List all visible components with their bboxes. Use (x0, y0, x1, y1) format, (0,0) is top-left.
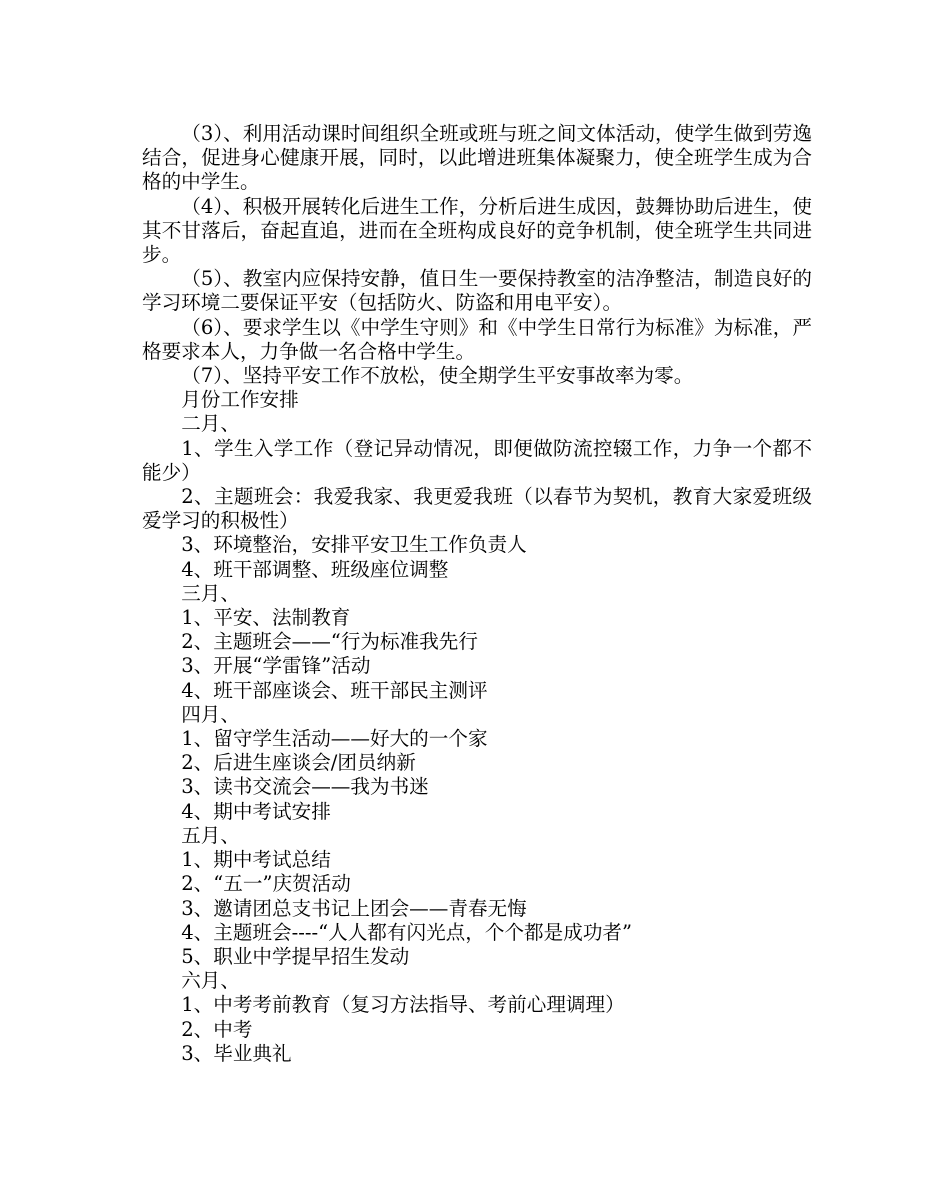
schedule-title: 月份工作安排 (181, 388, 299, 412)
month-heading-apr: 四月、 (181, 702, 240, 726)
paragraph-6: （6）、要求学生以《中学生守则》和《中学生日常行为标准》为标准，严格要求本人，力争做一名合格中学生。 (142, 315, 812, 363)
list-item: 1、平安、法制教育 (181, 606, 351, 630)
list-item: 1、期中考试总结 (181, 848, 331, 872)
paragraph-3: （3）、利用活动课时间组织全班或班与班之间文体活动，使学生做到劳逸结合，促进身心健康开展，同时，以此增进班集体凝聚力，使全班学生成为合格的中学生。 (142, 122, 812, 194)
list-item: 1、留守学生活动——好大的一个家 (181, 727, 488, 751)
list-item: 3、邀请团总支书记上团会——青春无悔 (181, 896, 527, 920)
list-item: 1、中考考前教育（复习方法指导、考前心理调理） (181, 993, 625, 1017)
list-item: 1、学生入学工作（登记异动情况，即便做防流控辍工作，力争一个都不能少） (142, 436, 812, 484)
month-heading-may: 五月、 (181, 823, 240, 847)
list-item: 2、后进生座谈会/团员纳新 (181, 751, 416, 775)
list-item: 4、班干部座谈会、班干部民主测评 (181, 678, 488, 702)
paragraph-4: （4）、积极开展转化后进生工作，分析后进生成因，鼓舞协助后进生，使其不甘落后，奋起直追，进而在全班构成良好的竞争机制，使全班学生共同进步。 (142, 194, 812, 267)
list-item: 5、职业中学提早招生发动 (181, 944, 410, 968)
month-heading-jun: 六月、 (181, 969, 240, 993)
list-item: 2、主题班会：我爱我家、我更爱我班（以春节为契机，教育大家爱班级爱学习的积极性） (142, 485, 812, 533)
list-item: 3、开展“学雷锋”活动 (181, 654, 371, 678)
list-item: 2、主题班会——“行为标准我先行 (181, 630, 478, 654)
list-item: 4、主题班会----“人人都有闪光点，个个都是成功者” (181, 920, 633, 944)
paragraph-5: （5）、教室内应保持安静，值日生一要保持教室的洁净整洁，制造良好的学习环境二要保证平安（包括防火、防盗和用电平安）。 (142, 267, 812, 315)
list-item: 3、环境整治，安排平安卫生工作负责人 (181, 533, 527, 557)
list-item: 4、班干部调整、班级座位调整 (181, 557, 449, 581)
month-heading-feb: 二月、 (181, 412, 240, 436)
paragraph-7: （7）、坚持平安工作不放松，使全期学生平安事故率为零。 (181, 364, 694, 388)
list-item: 2、“五一”庆贺活动 (181, 872, 351, 896)
list-item: 4、期中考试安排 (181, 799, 331, 823)
list-item: 3、读书交流会——我为书迷 (181, 775, 429, 799)
list-item: 3、毕业典礼 (181, 1041, 292, 1065)
document-page (142, 122, 812, 1066)
month-heading-mar: 三月、 (181, 581, 240, 605)
list-item: 2、中考 (181, 1017, 253, 1041)
